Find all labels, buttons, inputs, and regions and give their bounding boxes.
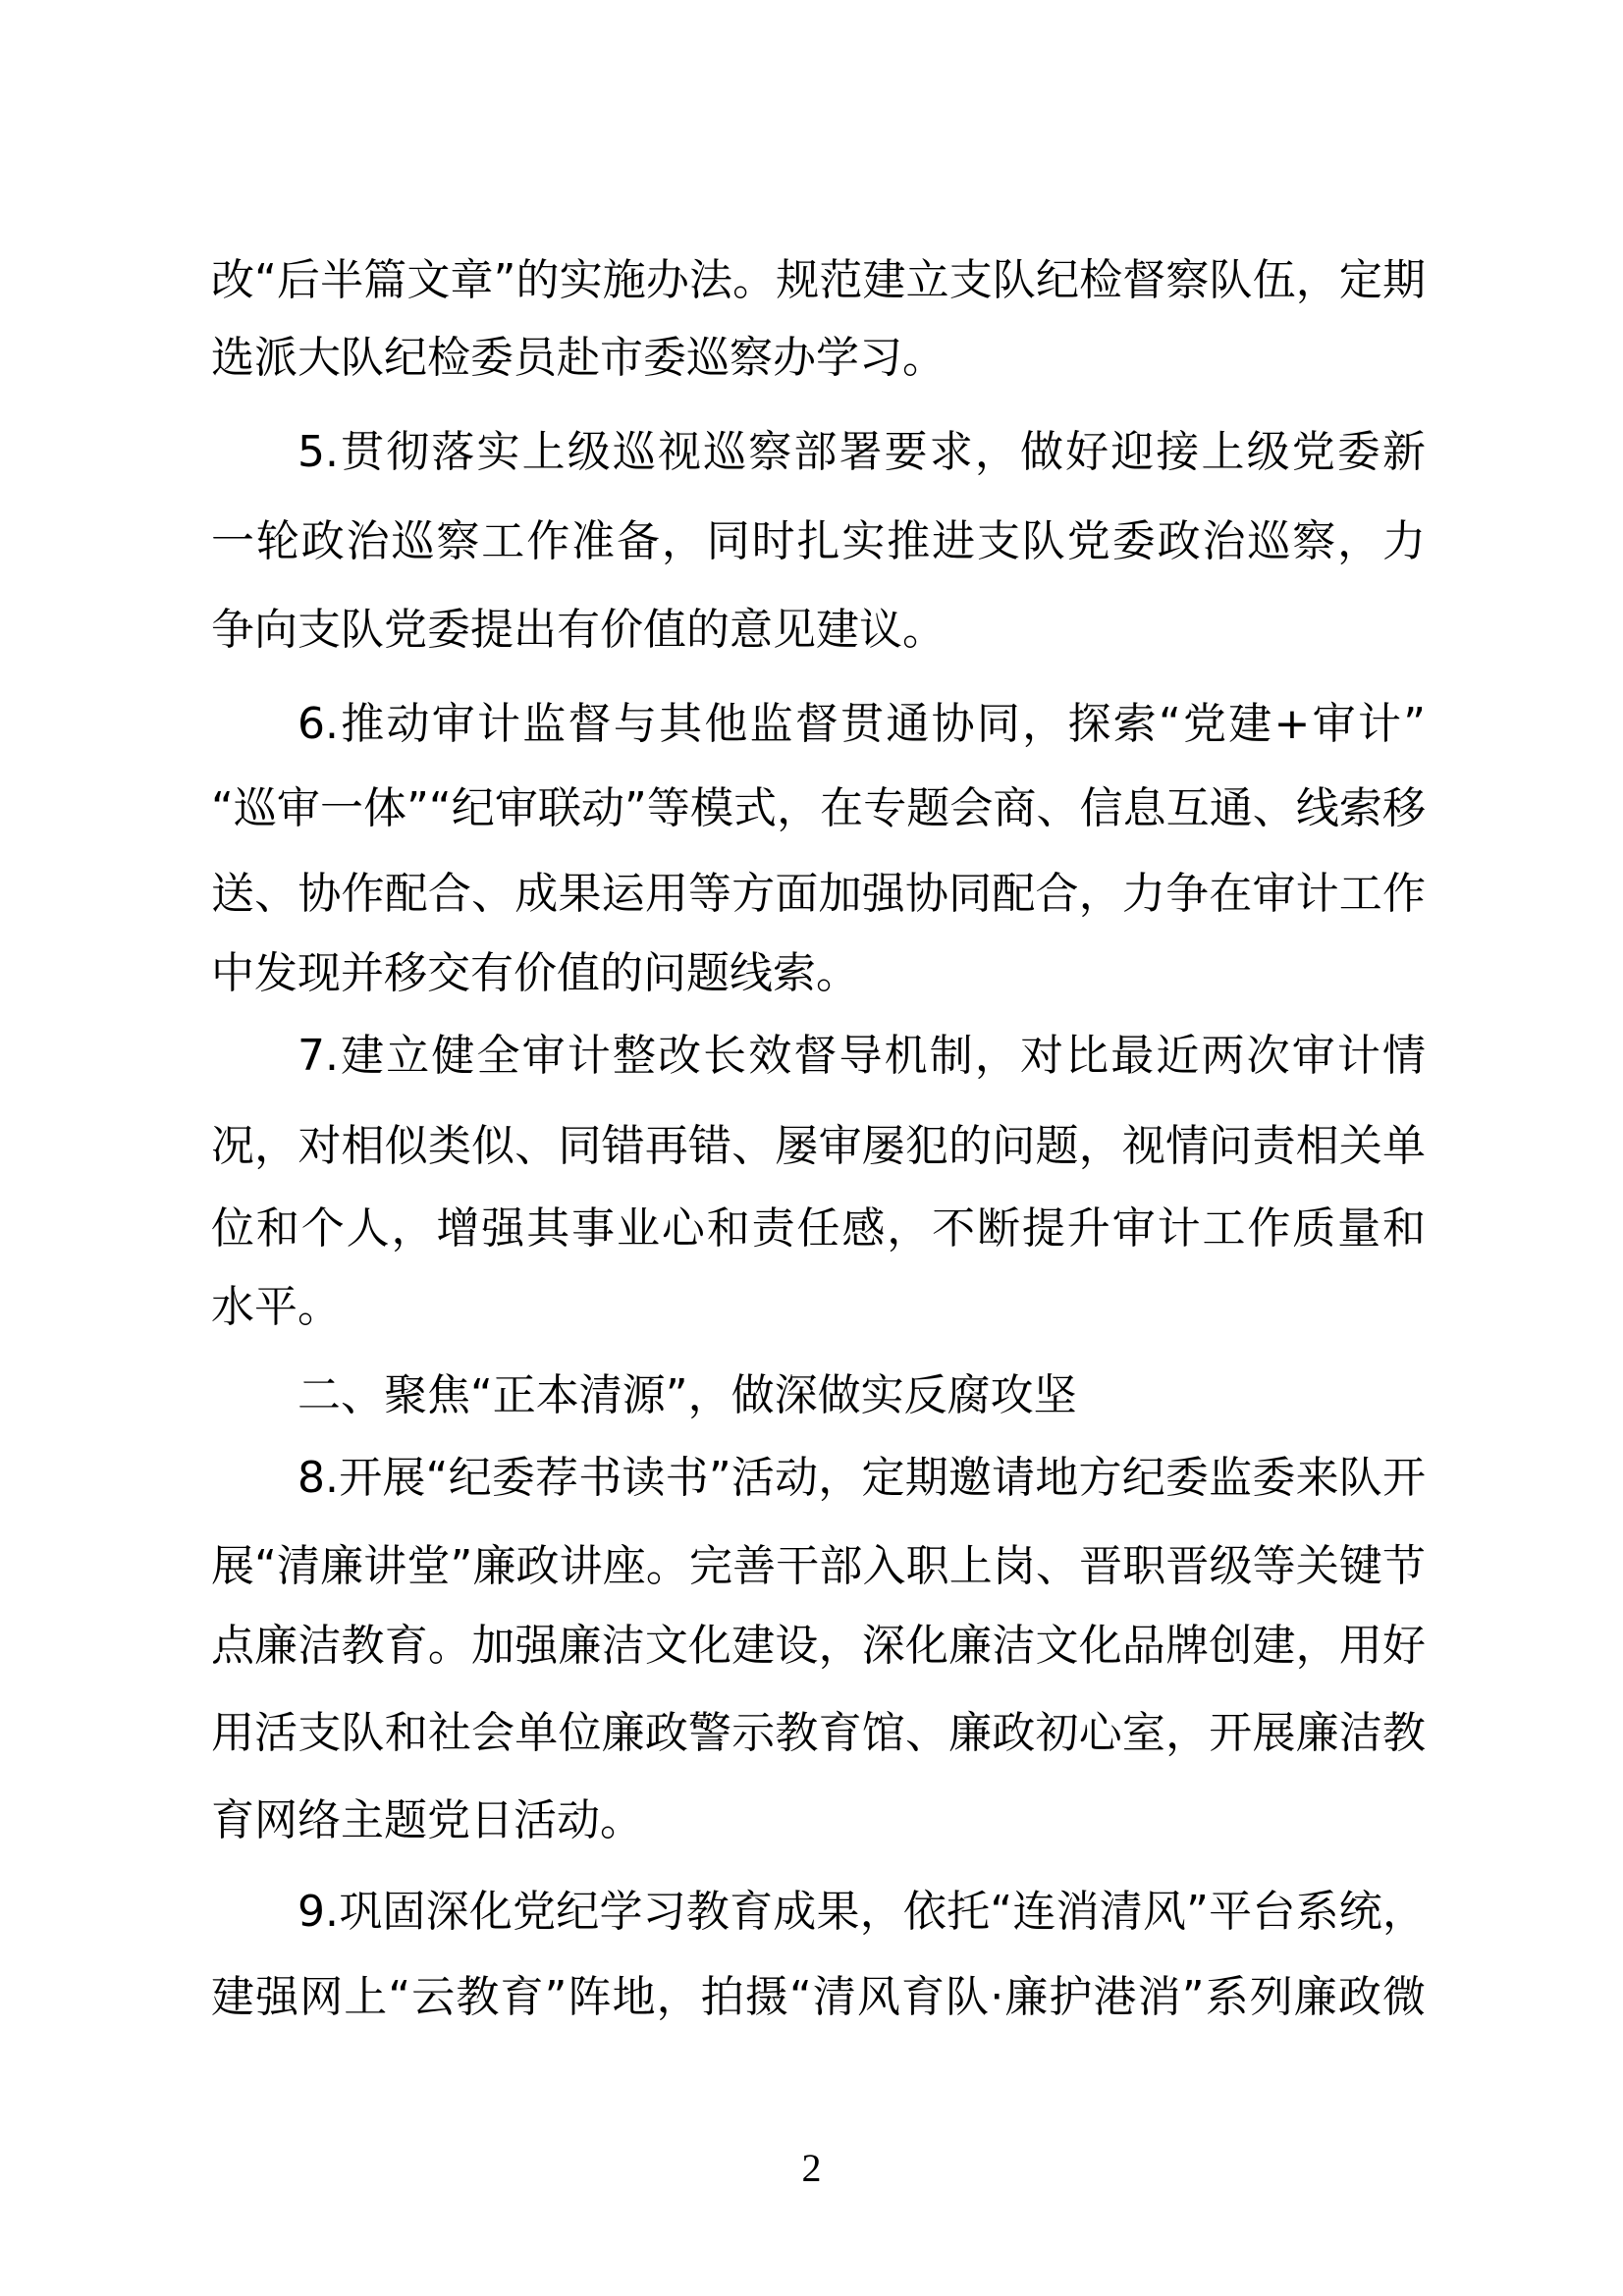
text-line: 争向支队党委提出有价值的意见建议。 [211,605,946,655]
text-line: 改“后半篇文章”的实施办法。规范建立支队纪检督察队伍，定期 [211,255,1426,305]
text-line: 水平。 [211,1282,341,1332]
text-line: “巡审一体”“纪审联动”等模式，在专题会商、信息互通、线索移 [211,783,1426,833]
paragraph-8-start: 8.开展“纪委荐书读书”活动，定期邀请地方纪委监委来队开 [298,1453,1426,1503]
text-line: 况，对相似类似、同错再错、屡审屡犯的问题，视情问责相关单 [211,1121,1426,1171]
text-line: 展“清廉讲堂”廉政讲座。完善干部入职上岗、晋职晋级等关键节 [211,1541,1426,1591]
text-line: 送、协作配合、成果运用等方面加强协同配合，力争在审计工作 [211,869,1426,919]
paragraph-9-start: 9.巩固深化党纪学习教育成果，依托“连消清风”平台系统， [298,1887,1426,1937]
text-line: 选派大队纪检委员赴市委巡察办学习。 [211,333,946,383]
text-line: 建强网上“云教育”阵地，拍摄“清风育队·廉护港消”系列廉政微 [211,1972,1426,2022]
text-line: 一轮政治巡察工作准备，同时扎实推进支队党委政治巡察，力 [211,516,1426,566]
paragraph-6-start: 6.推动审计监督与其他监督贯通协同，探索“党建+审计” [298,699,1426,749]
text-line: 育网络主题党日活动。 [211,1795,643,1845]
text-line: 中发现并移交有价值的问题线索。 [211,948,859,998]
paragraph-5-start: 5.贯彻落实上级巡视巡察部署要求，做好迎接上级党委新 [298,427,1426,477]
section-heading: 二、聚焦“正本清源”，做深做实反腐攻坚 [298,1370,1077,1420]
text-line: 位和个人，增强其事业心和责任感，不断提升审计工作质量和 [211,1203,1426,1254]
page-number: 2 [801,2146,822,2190]
paragraph-7-start: 7.建立健全审计整改长效督导机制，对比最近两次审计情 [298,1031,1426,1081]
text-line: 用活支队和社会单位廉政警示教育馆、廉政初心室，开展廉洁教 [211,1708,1426,1758]
text-line: 点廉洁教育。加强廉洁文化建设，深化廉洁文化品牌创建，用好 [211,1621,1426,1671]
